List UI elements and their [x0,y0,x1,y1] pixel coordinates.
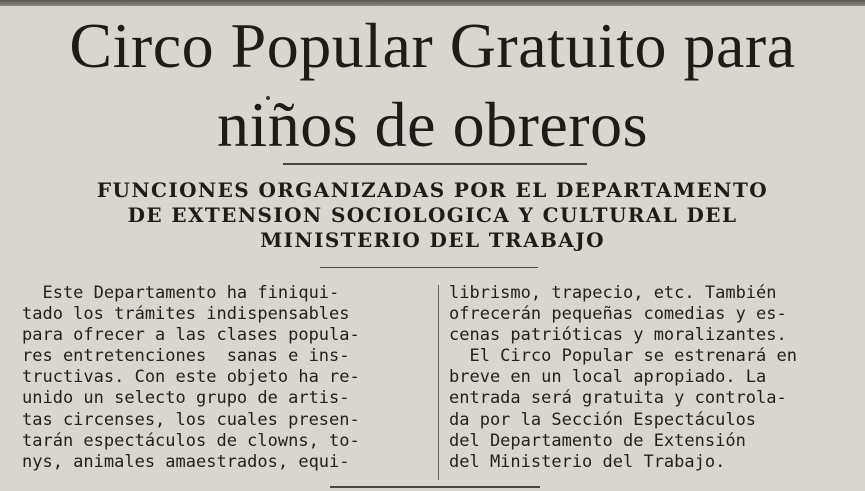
body-line: ofrecerán pequeñas comedias y es- [449,304,787,325]
headline-line-2: niños de obreros [216,89,649,160]
body-line: El Circo Popular se estrenará en [449,346,797,367]
body-line: da por la Sección Espectáculos [449,409,757,430]
top-border-rule [0,0,865,6]
body-line: cenas patrióticas y moralizantes. [449,325,787,346]
bottom-divider [330,486,540,488]
body-line: breve en un local apropiado. La [449,367,767,388]
body-column-left [22,283,430,473]
body-line: tas circenses, los cuales presen- [22,409,360,430]
body-line: unido un selecto grupo de artis- [22,388,350,409]
body-line: Este Departamento ha finiqui- [22,283,340,303]
body-line: del Departamento de Extensión [449,430,746,451]
body-line: nys, animales amaestrados, equi- [22,451,350,472]
body-line: del Ministerio del Trabajo. [449,451,726,472]
body-line: para ofrecer a las clases popula- [22,325,360,346]
body-line: res entretenciones sanas e ins- [22,346,350,367]
subheadline-line-2: DE EXTENSION SOCIOLOGICA Y CULTURAL DEL [127,203,738,227]
headline-line-1: Circo Popular Gratuito para [69,10,796,81]
body-line: tructivas. Con este objeto ha re- [22,367,360,388]
body-line: librismo, trapecio, etc. También [449,283,777,303]
subheadline-divider [320,267,538,268]
body-line: entrada será gratuita y controla- [449,388,787,409]
headline-divider [283,163,587,165]
body-line: tarán espectáculos de clowns, to- [22,430,360,451]
body-line: tado los trámites indispensables [22,304,350,325]
body-column-right [449,283,854,473]
column-divider [438,285,439,480]
subheadline-line-3: MINISTERIO DEL TRABAJO [260,228,605,252]
subheadline-line-1: FUNCIONES ORGANIZADAS POR EL DEPARTAMENTO [96,178,769,202]
